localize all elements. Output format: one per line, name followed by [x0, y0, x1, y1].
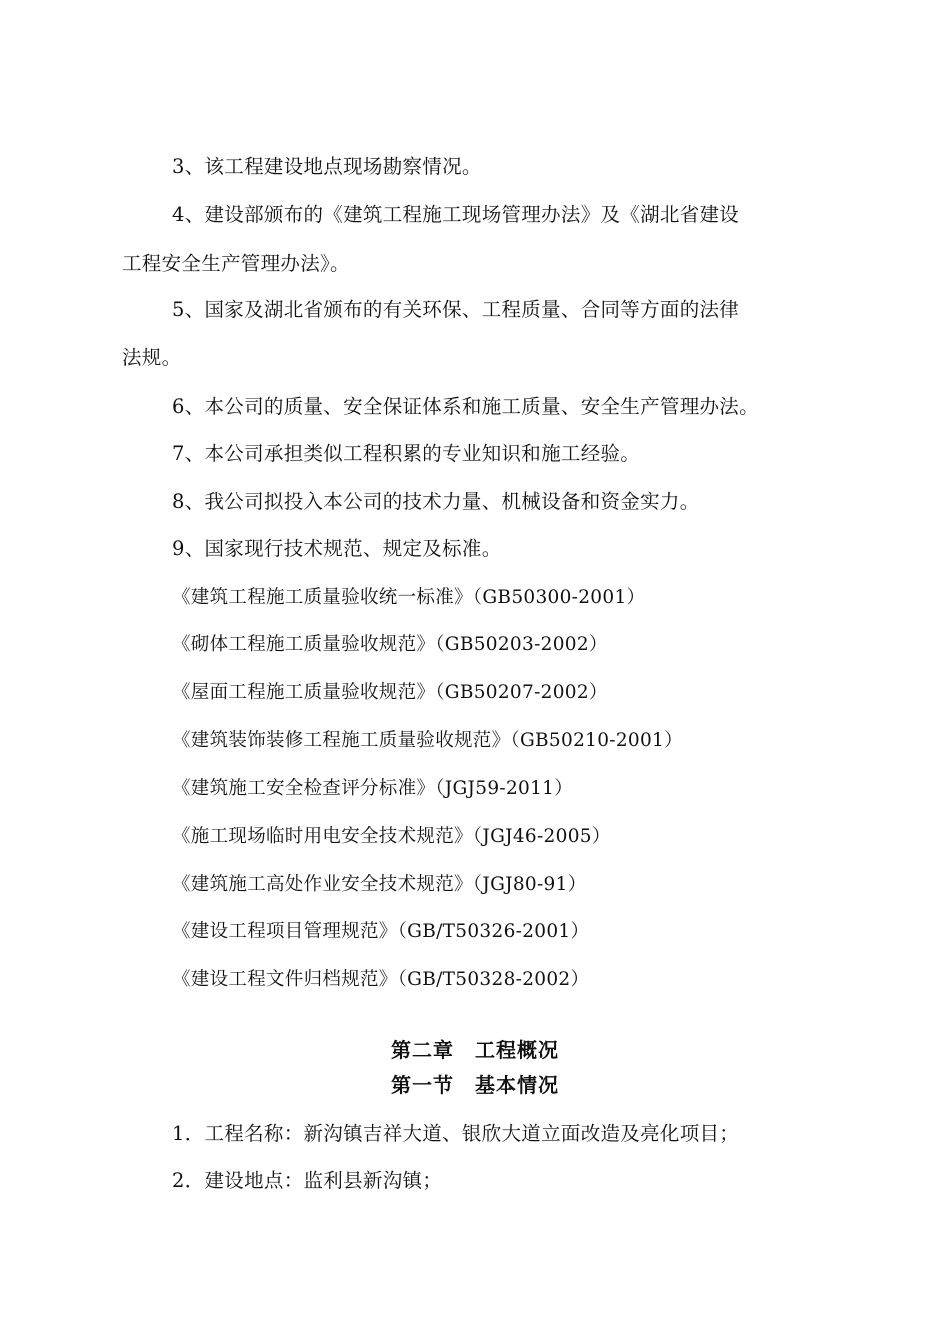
section-title: 第一节 基本情况	[391, 1073, 559, 1097]
standard-gb50210: 《建筑装饰装修工程施工质量验收规范》（GB50210-2001）	[172, 730, 683, 751]
basis-item-8: 8、我公司拟投入本公司的技术力量、机械设备和资金实力。	[172, 490, 700, 513]
chapter-title: 第二章 工程概况	[391, 1038, 559, 1062]
overview-item-location: 2．建设地点：监利县新沟镇；	[172, 1169, 443, 1192]
basis-item-5: 5、国家及湖北省颁布的有关环保、工程质量、合同等方面的法律	[172, 298, 740, 321]
standard-gb50300: 《建筑工程施工质量验收统一标准》（GB50300-2001）	[172, 587, 646, 608]
basis-item-4: 4、建设部颁布的《建筑工程施工现场管理办法》及《湖北省建设	[172, 203, 740, 226]
standard-jgj80: 《建筑施工高处作业安全技术规范》（JGJ80-91）	[172, 874, 587, 895]
standard-gbt50328: 《建设工程文件归档规范》（GB/T50328-2002）	[172, 969, 590, 990]
standard-gbt50326: 《建设工程项目管理规范》（GB/T50326-2001）	[172, 921, 590, 942]
basis-item-3: 3、该工程建设地点现场勘察情况。	[172, 155, 482, 178]
standard-jgj46: 《施工现场临时用电安全技术规范》（JGJ46-2005）	[172, 826, 611, 847]
basis-item-4-continued: 工程安全生产管理办法》。	[122, 252, 350, 275]
basis-item-6: 6、本公司的质量、安全保证体系和施工质量、安全生产管理办法。	[172, 395, 759, 418]
standard-jgj59: 《建筑施工安全检查评分标准》（JGJ59-2011）	[172, 778, 574, 799]
standard-gb50207: 《屋面工程施工质量验收规范》（GB50207-2002）	[172, 682, 608, 703]
overview-item-project-name: 1．工程名称：新沟镇吉祥大道、银欣大道立面改造及亮化项目；	[172, 1122, 740, 1145]
basis-item-7: 7、本公司承担类似工程积累的专业知识和施工经验。	[172, 442, 641, 465]
standard-gb50203: 《砌体工程施工质量验收规范》（GB50203-2002）	[172, 634, 608, 655]
basis-item-5-continued: 法规。	[122, 346, 182, 369]
basis-item-9: 9、国家现行技术规范、规定及标准。	[172, 537, 502, 560]
